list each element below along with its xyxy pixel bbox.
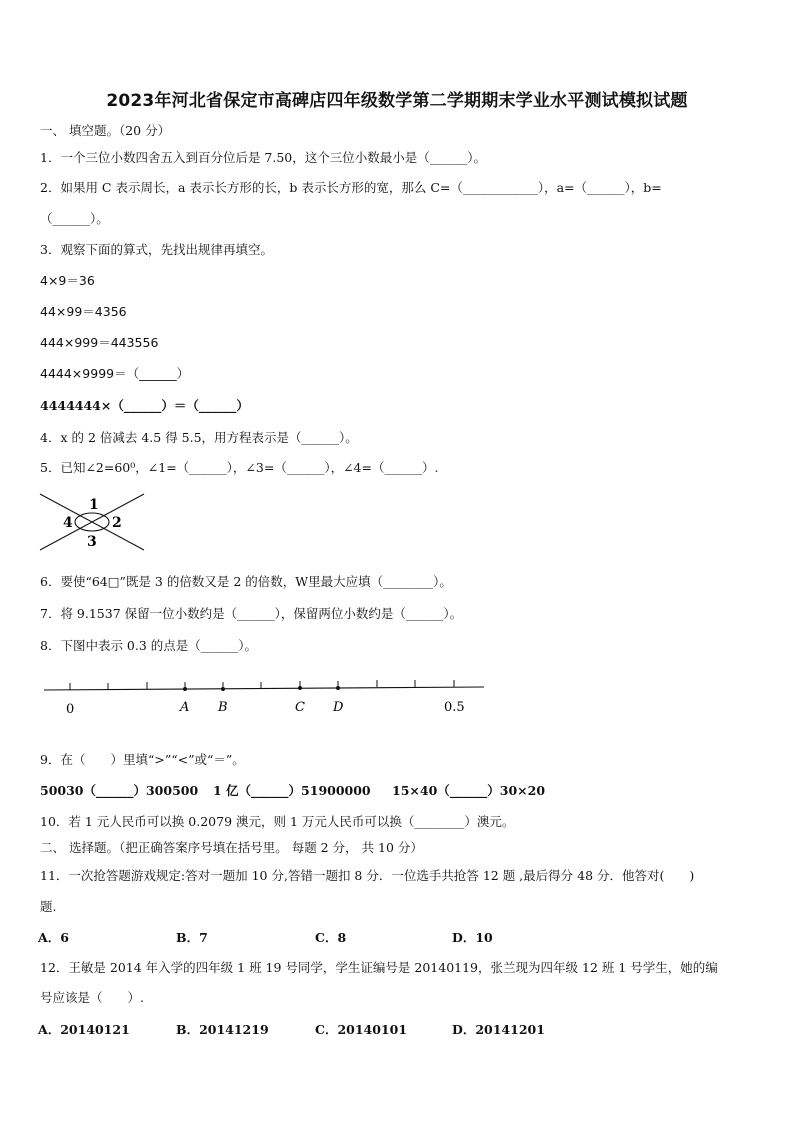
angle-label-3: 3 xyxy=(87,534,97,550)
question-10: 10．若 1 元人民币可以换 0.2079 澳元，则 1 万元人民币可以换（________）澳元。 xyxy=(40,814,515,829)
question-12-line-1: 12．王敏是 2014 年入学的四年级 1 班 19 号同学，学生证编号是 20140119，张兰现为四年级 12 班 1 号学生，她的编 xyxy=(40,960,718,975)
question-9: 9．在（ ）里填“>”“<”或“＝”。 xyxy=(40,752,245,767)
question-11-line-2: 题. xyxy=(40,899,57,914)
angle-label-2: 2 xyxy=(112,515,122,531)
number-line-point-d: D xyxy=(333,700,344,715)
question-3-formula-4: 4444×9999＝（______） xyxy=(40,366,190,381)
question-9-item-2: 1 亿（______）51900000 xyxy=(213,783,371,798)
page-title: 2023年河北省保定市高碑店四年级数学第二学期期末学业水平测试模拟试题 xyxy=(106,91,688,111)
angle-label-4: 4 xyxy=(63,515,73,531)
angle-diagram xyxy=(38,488,150,552)
question-3-formula-2: 44×99＝4356 xyxy=(40,304,127,319)
number-line-point-b: B xyxy=(218,700,228,715)
question-11-option-b: B．7 xyxy=(176,930,208,945)
question-11-option-a: A．6 xyxy=(38,930,69,945)
question-8: 8．下图中表示 0.3 的点是（______）。 xyxy=(40,638,258,653)
question-9-item-1: 50030（______）300500 xyxy=(40,783,199,798)
question-1: 1．一个三位小数四舍五入到百分位后是 7.50，这个三位小数最小是（______）。 xyxy=(40,150,487,165)
question-12-option-d: D．20141201 xyxy=(452,1022,545,1037)
question-12-line-2: 号应该是（ ）. xyxy=(40,990,144,1005)
number-line-point-a: A xyxy=(180,700,190,715)
angle-label-1: 1 xyxy=(89,497,99,513)
question-7: 7．将 9.1537 保留一位小数约是（______），保留两位小数约是（______）。 xyxy=(40,606,463,621)
question-9-item-3: 15×40（______）30×20 xyxy=(392,783,546,798)
question-6: 6．要使“64□”既是 3 的倍数又是 2 的倍数，W里最大应填（________）。 xyxy=(40,574,452,589)
question-12-option-a: A．20140121 xyxy=(38,1022,130,1037)
number-line-point-c: C xyxy=(295,700,305,715)
question-11-line-1: 11．一次抢答题游戏规定:答对一题加 10 分,答错一题扣 8 分．一位选手共抢答 12 题 ,最后得分 48 分．他答对( ) xyxy=(40,868,695,883)
question-12-option-c: C．20140101 xyxy=(315,1022,408,1037)
question-11-option-c: C．8 xyxy=(315,930,347,945)
number-line-end-label: 0.5 xyxy=(444,700,465,715)
number-line xyxy=(40,676,490,720)
question-2-line-2: （______）。 xyxy=(40,211,109,226)
question-2-line-1: 2．如果用 C 表示周长，a 表示长方形的长，b 表示长方形的宽，那么 C=（____________），a=（______），b= xyxy=(40,180,662,195)
question-3-formula-3: 444×999＝443556 xyxy=(40,335,159,350)
question-3: 3．观察下面的算式，先找出规律再填空。 xyxy=(40,242,273,257)
question-11-option-d: D．10 xyxy=(452,930,493,945)
question-3-formula-5: 4444444×（______）＝（______） xyxy=(40,398,249,413)
question-4: 4．x 的 2 倍减去 4.5 得 5.5，用方程表示是（______）。 xyxy=(40,430,358,445)
question-3-formula-1: 4×9＝36 xyxy=(40,273,95,288)
question-12-option-b: B．20141219 xyxy=(176,1022,269,1037)
number-line-zero-label: 0 xyxy=(66,702,75,717)
section-heading-fill-blank: 一、 填空题。（20 分） xyxy=(40,123,171,138)
section-heading-multiple-choice: 二、 选择题。（把正确答案序号填在括号里。 每题 2 分， 共 10 分） xyxy=(40,840,423,855)
question-5: 5．已知∠2=60⁰，∠1=（______），∠3=（______），∠4=（______）. xyxy=(40,460,439,475)
